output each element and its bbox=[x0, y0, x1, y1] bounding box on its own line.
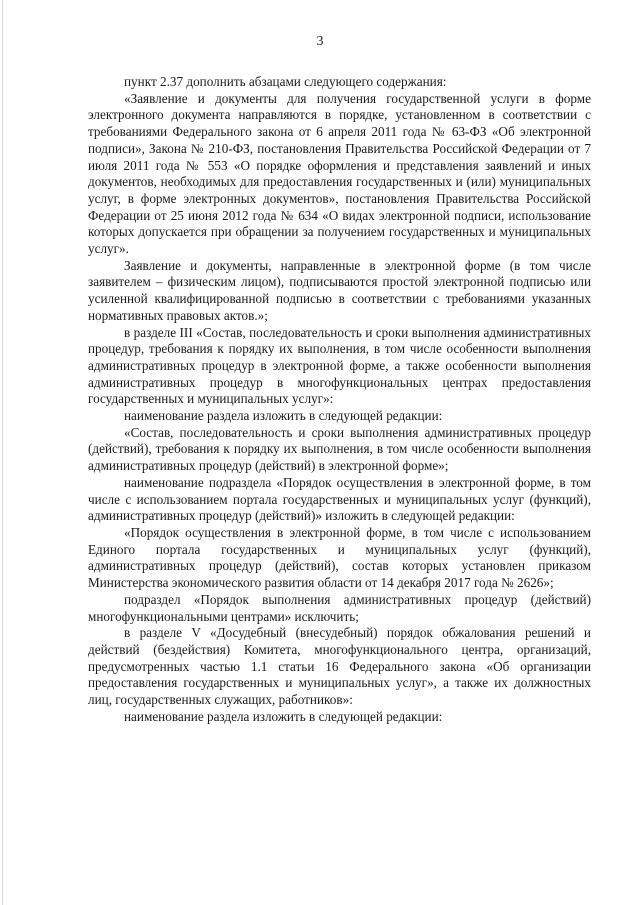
paragraph: в разделе III «Состав, последовательность и сроки выполнения административных процедур, требования к порядку их выполнения, в том числе особенности выполнения административных процедур в электронной форме, а также особенности выполнения административных процедур в многофункциональных центрах предоставления государственных и муниципальных услуг»: bbox=[88, 324, 591, 407]
paragraph: подраздел «Порядок выполнения административных процедур (действий) многофункциональными центрами» исключить; bbox=[88, 591, 591, 624]
paragraph: «Заявление и документы для получения государственной услуги в форме электронного документа направляются в порядке, установленном в соответствии с требованиями Федерального закона от 6 апреля 2011 года № 63-ФЗ «Об электронной подписи», Закона № 210-ФЗ, постановления Правительства Российской Федерации от 7 июля 2011 года № 553 «О порядке оформления и представления заявлений и иных документов, необходимых для предоставления государственных и (или) муниципальных услуг, в форме электронных документов», постановления Правительства Российской Федерации от 25 июня 2012 года № 634 «О видах электронной подписи, использование которых допускается при обращении за получением государственных и муниципальных услуг». bbox=[88, 90, 591, 257]
paragraph: наименование раздела изложить в следующей редакции: bbox=[124, 708, 443, 724]
paragraph: «Состав, последовательность и сроки выполнения административных процедур (действий), требования к порядку их выполнения, в том числе особенности выполнения административных процедур (действий) в электронной форме»; bbox=[88, 424, 591, 474]
page-number: 3 bbox=[316, 34, 324, 49]
paragraph: наименование раздела изложить в следующей редакции: bbox=[124, 408, 443, 424]
paragraph: наименование подраздела «Порядок осуществления в электронной форме, в том числе с использованием портала государственных и муниципальных услуг (функций), административных процедур (действий)» изложить в следующей редакции: bbox=[88, 474, 591, 524]
paragraph: «Порядок осуществления в электронной форме, в том числе с использованием Единого портала государственных и муниципальных услуг (функций), административных процедур (действий), состав которых установлен приказом Министерства экономического развития области от 14 декабря 2017 года № 2626»; bbox=[88, 524, 591, 591]
scan-edge-line bbox=[2, 0, 3, 905]
document-body bbox=[88, 74, 591, 725]
paragraph: Заявление и документы, направленные в электронной форме (в том числе заявителем – физическим лицом), подписываются простой электронной подписью или усиленной квалифицированной подписью в соответствии с требованиями указанных нормативных правовых актов.»; bbox=[88, 257, 591, 323]
paragraph: пункт 2.37 дополнить абзацами следующего содержания: bbox=[124, 74, 447, 89]
paragraph: в разделе V «Досудебный (внесудебный) порядок обжалования решений и действий (бездействия) Комитета, многофункционального центра, организаций, предусмотренных частью 1.1 статьи 16 Федерального закона «Об организации предоставления государственных и муниципальных услуг», а также их должностных лиц, государственных служащих, работников»: bbox=[88, 625, 591, 708]
